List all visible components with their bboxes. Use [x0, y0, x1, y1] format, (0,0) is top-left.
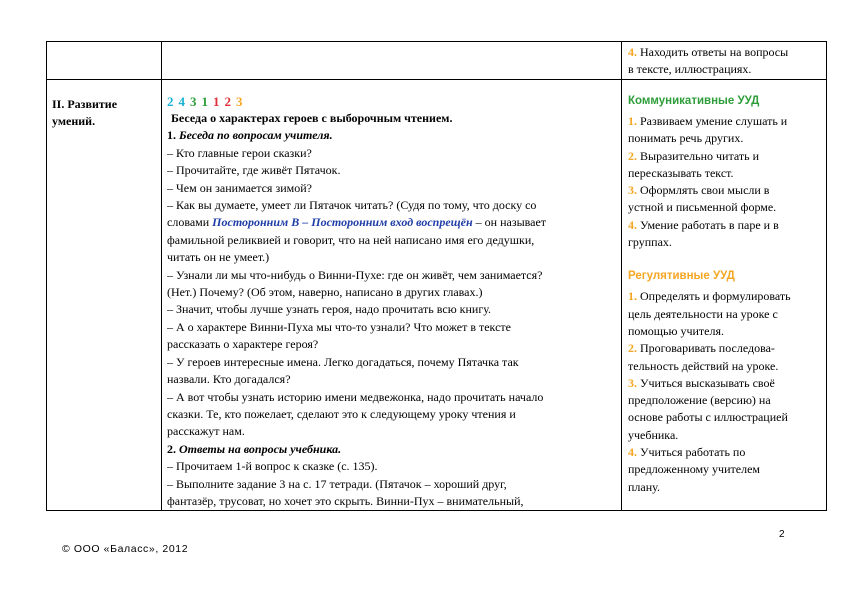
- text-line: фантазёр, трусоват, но хочет это скрыть. Винни-Пух – внимательный,: [167, 493, 524, 508]
- digit: 2: [167, 94, 177, 109]
- subheading-text: Беседа по вопросам учителя.: [179, 128, 333, 143]
- item-text: Умение работать в паре и в: [640, 217, 779, 232]
- quoted-sign: Посторонним В – Посторонним вход воспрещён: [212, 215, 473, 230]
- text-line: – Чем он занимается зимой?: [167, 180, 312, 195]
- item-text: Проговаривать последова-: [640, 341, 775, 356]
- text-fragment: – он называет: [472, 215, 547, 230]
- uud-item: [628, 375, 824, 444]
- item-text: предположение (версию) на: [628, 393, 771, 408]
- item-text: Находить ответы на вопросы: [640, 45, 789, 59]
- text-line: – А вот чтобы узнать историю имени медвежонка, надо прочитать начало: [167, 389, 544, 404]
- text-line: – Как вы думаете, умеет ли Пятачок читать? (Судя по тому, что доску со: [167, 198, 537, 213]
- content-cell: [167, 93, 619, 509]
- stage-title-line: II. Развитие: [52, 97, 118, 111]
- text-line: фамильной реликвией и говорит, что на ней написано имя его дедушки,: [167, 232, 535, 247]
- item-text: предложенному учителем: [628, 462, 760, 477]
- text-line: – У героев интересные имена. Легко догадаться, почему Пятачка так: [167, 354, 519, 369]
- item-text: цель деятельности на уроке с: [628, 306, 778, 321]
- text-line: [167, 214, 619, 231]
- item-text: основе работы с иллюстрацией: [628, 410, 788, 425]
- item-text: плану.: [628, 479, 660, 494]
- stage-title-line: умений.: [52, 114, 96, 128]
- item-text: устной и письменной форме.: [628, 200, 777, 215]
- item-text: помощью учителя.: [628, 323, 724, 338]
- stage-title: [52, 96, 160, 130]
- page-number: 2: [779, 529, 785, 540]
- item-text: Развиваем умение слушать и: [640, 114, 788, 128]
- item-number: 2.: [628, 148, 637, 163]
- text-line: – Прочитайте, где живёт Пятачок.: [167, 163, 341, 178]
- subheading-text: Ответы на вопросы учебника.: [179, 441, 342, 456]
- item-text: группах.: [628, 235, 672, 250]
- list-number: 2.: [167, 441, 176, 456]
- regulative-heading: Регулятивные УУД: [628, 270, 735, 283]
- digit: 4: [178, 94, 188, 109]
- item-number: 4.: [628, 217, 637, 232]
- digit: 2: [224, 94, 234, 109]
- text-line: расскажут нам.: [167, 424, 245, 439]
- uud-item: [628, 113, 824, 148]
- item-text: Учиться работать по: [640, 445, 746, 460]
- table-border-top: [46, 41, 827, 42]
- uud-item: [628, 148, 824, 183]
- text-line: читать он не умеет.): [167, 250, 270, 265]
- text-line: рассказать о характере героя?: [167, 337, 319, 352]
- uud-item: [628, 288, 824, 340]
- subheading: [167, 127, 619, 144]
- digit: 3: [190, 94, 200, 109]
- activity-digits: [167, 93, 619, 110]
- digit: 1: [201, 94, 211, 109]
- table-row-divider: [46, 79, 827, 80]
- item-number: 3.: [628, 375, 637, 390]
- top-right-cell: [628, 44, 824, 79]
- uud-item: [628, 340, 824, 375]
- table-border-bottom: [46, 510, 827, 511]
- digit: 3: [236, 94, 246, 109]
- item-text: учебника.: [628, 427, 679, 442]
- item-number: 3.: [628, 183, 637, 198]
- uud-item: [628, 182, 824, 217]
- item-text: в тексте, иллюстрациях.: [628, 62, 752, 77]
- uud-item: [628, 444, 824, 496]
- subheading: [167, 441, 619, 458]
- activity-heading: Беседа о характерах героев с выборочным чтением.: [171, 111, 453, 125]
- uud-item: [628, 217, 824, 252]
- item-number: 1.: [628, 289, 637, 304]
- text-line: назвали. Кто догадался?: [167, 372, 291, 387]
- table-border-right: [826, 41, 827, 511]
- item-text: понимать речь других.: [628, 131, 744, 146]
- text-line: – Значит, чтобы лучше узнать героя, надо прочитать всю книгу.: [167, 302, 492, 317]
- item-text: Выразительно читать и: [640, 148, 760, 163]
- list-number: 1.: [167, 128, 176, 143]
- uud-cell: [628, 93, 824, 496]
- item-text: пересказывать текст.: [628, 165, 734, 180]
- item-text: тельность действий на уроке.: [628, 358, 779, 373]
- table-column-divider-2: [621, 41, 622, 511]
- text-line: (Нет.) Почему? (Об этом, наверно, написано в других главах.): [167, 285, 483, 300]
- text-line: – А о характере Винни-Пуха мы что-то узнали? Что может в тексте: [167, 319, 511, 334]
- text-line: – Прочитаем 1-й вопрос к сказке (с. 135).: [167, 459, 378, 474]
- top-right-item: [628, 44, 824, 79]
- text-line: – Выполните задание 3 на с. 17 тетради. (Пятачок – хороший друг,: [167, 476, 507, 491]
- text-line: сказки. Те, кто пожелает, сделают это к следующему уроку чтения и: [167, 406, 516, 421]
- item-text: Определять и формулировать: [640, 289, 791, 304]
- copyright-footer: © ООО «Баласс», 2012: [62, 543, 189, 555]
- table-border-left: [46, 41, 47, 511]
- item-text: Учиться высказывать своё: [640, 375, 775, 390]
- text-fragment: словами: [167, 215, 213, 230]
- table-column-divider-1: [161, 41, 162, 511]
- stage-cell: [52, 96, 160, 130]
- text-line: – Кто главные герои сказки?: [167, 145, 312, 160]
- item-number: 4.: [628, 445, 637, 460]
- item-number: 4.: [628, 45, 637, 59]
- item-number: 2.: [628, 341, 637, 356]
- text-line: – Узнали ли мы что-нибудь о Винни-Пухе: где он живёт, чем занимается?: [167, 267, 543, 282]
- item-number: 1.: [628, 114, 637, 128]
- digit: 1: [213, 94, 223, 109]
- communicative-heading: Коммуникативные УУД: [628, 95, 760, 107]
- item-text: Оформлять свои мысли в: [640, 183, 770, 198]
